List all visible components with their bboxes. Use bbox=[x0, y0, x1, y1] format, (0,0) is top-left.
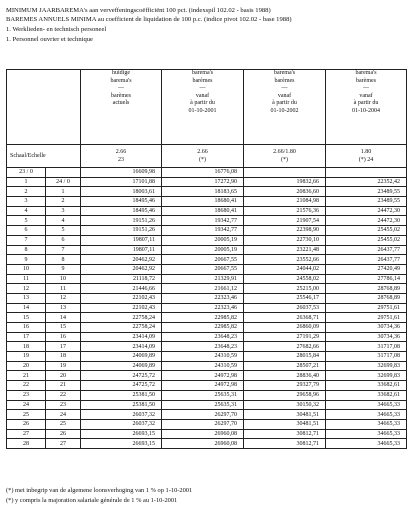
amount-2002: 29327,79 bbox=[244, 381, 326, 391]
step-b: 24 / 0 bbox=[46, 177, 81, 187]
amount-2001: 20005,19 bbox=[162, 245, 244, 255]
amount-2002: 29658,96 bbox=[244, 390, 326, 400]
amount-current: 22102,43 bbox=[81, 293, 162, 303]
step-b: 7 bbox=[46, 245, 81, 255]
step-a: 1 bbox=[7, 177, 46, 187]
step-b: 25 bbox=[46, 419, 81, 429]
table-row bbox=[7, 439, 407, 449]
amount-current: 26693,15 bbox=[81, 429, 162, 439]
amount-2004: 34665,33 bbox=[326, 439, 407, 449]
step-b: 5 bbox=[46, 226, 81, 236]
amount-2002: 26860,09 bbox=[244, 323, 326, 333]
step-b: 21 bbox=[46, 381, 81, 391]
scale-reference-row bbox=[7, 145, 407, 168]
amount-current: 26037,32 bbox=[81, 410, 162, 420]
table-row bbox=[7, 323, 407, 333]
amount-2001: 20005,19 bbox=[162, 235, 244, 245]
step-b: 19 bbox=[46, 361, 81, 371]
amount-2004: 30734,36 bbox=[326, 332, 407, 342]
amount-2004: 25455,02 bbox=[326, 235, 407, 245]
amount-current: 18495,46 bbox=[81, 197, 162, 207]
amount-current: 25381,50 bbox=[81, 400, 162, 410]
scale-value: (*) 24 bbox=[358, 157, 374, 163]
step-b: 17 bbox=[46, 342, 81, 352]
header-line: vanaf bbox=[277, 92, 292, 99]
step-b: 27 bbox=[46, 439, 81, 449]
amount-2001: 20667,55 bbox=[162, 264, 244, 274]
header-line: 01-10-2002 bbox=[270, 107, 299, 114]
step-a: 27 bbox=[7, 429, 46, 439]
scale-2004 bbox=[326, 145, 407, 168]
header-line: — bbox=[363, 85, 369, 92]
amount-2001: 26960,08 bbox=[162, 429, 244, 439]
header-line: — bbox=[118, 85, 124, 92]
step-a: 25 bbox=[7, 410, 46, 420]
table-row bbox=[7, 303, 407, 313]
amount-current: 25381,50 bbox=[81, 390, 162, 400]
amount-current: 24069,89 bbox=[81, 361, 162, 371]
header-line: barèmes bbox=[192, 77, 213, 84]
step-b: 1 bbox=[46, 187, 81, 197]
amount-2002: 30812,71 bbox=[244, 429, 326, 439]
amount-current: 19807,11 bbox=[81, 235, 162, 245]
amount-2002: 24558,02 bbox=[244, 274, 326, 284]
header-empty-cell bbox=[7, 70, 81, 145]
amount-2002: 30481,51 bbox=[244, 410, 326, 420]
section-fr: 1. Personnel ouvrier et technique bbox=[6, 36, 93, 43]
scale-2002 bbox=[244, 145, 326, 168]
amount-2001: 24972,98 bbox=[162, 381, 244, 391]
amount-2001: 19342,77 bbox=[162, 216, 244, 226]
table-row bbox=[7, 332, 407, 342]
table-row bbox=[7, 293, 407, 303]
amount-2004: 27420,49 bbox=[326, 264, 407, 274]
amount-current: 16609,98 bbox=[81, 168, 162, 178]
header-line: barèmes bbox=[274, 77, 295, 84]
step-a: 12 bbox=[7, 284, 46, 294]
amount-current: 26037,32 bbox=[81, 419, 162, 429]
amount-2001: 21661,12 bbox=[162, 284, 244, 294]
amount-2004: 34665,33 bbox=[326, 429, 407, 439]
step-b: 15 bbox=[46, 323, 81, 333]
amount-current: 24725,72 bbox=[81, 371, 162, 381]
step-a: 3 bbox=[7, 197, 46, 207]
amount-2001: 16776,08 bbox=[162, 168, 244, 178]
amount-2002: 25215,00 bbox=[244, 284, 326, 294]
amount-2004: 24472,30 bbox=[326, 206, 407, 216]
step-b: 9 bbox=[46, 264, 81, 274]
scale-label: Schaal/Echelle bbox=[7, 145, 81, 168]
amount-2001: 18183,65 bbox=[162, 187, 244, 197]
amount-current: 19151,26 bbox=[81, 226, 162, 236]
amount-2004: 34665,33 bbox=[326, 419, 407, 429]
amount-2002: 20836,60 bbox=[244, 187, 326, 197]
header-scales-2001 bbox=[162, 70, 244, 145]
amount-2002: 22398,90 bbox=[244, 226, 326, 236]
amount-2002: 23552,66 bbox=[244, 255, 326, 265]
salary-scale-table bbox=[6, 69, 407, 449]
table-row bbox=[7, 410, 407, 420]
step-a: 17 bbox=[7, 332, 46, 342]
table-row bbox=[7, 197, 407, 207]
amount-2004: 26437,77 bbox=[326, 255, 407, 265]
table-row bbox=[7, 168, 407, 178]
table-row bbox=[7, 187, 407, 197]
amount-2001: 19342,77 bbox=[162, 226, 244, 236]
amount-2001: 21329,91 bbox=[162, 274, 244, 284]
scale-2001 bbox=[162, 145, 244, 168]
amount-2002: 30150,32 bbox=[244, 400, 326, 410]
header-line: actuels bbox=[112, 100, 130, 107]
amount-2004: 32699,83 bbox=[326, 371, 407, 381]
table-row bbox=[7, 381, 407, 391]
step-b: 24 bbox=[46, 410, 81, 420]
step-a: 8 bbox=[7, 245, 46, 255]
step-a: 5 bbox=[7, 216, 46, 226]
scale-current bbox=[81, 145, 162, 168]
step-b: 20 bbox=[46, 371, 81, 381]
amount-2002: 28836,40 bbox=[244, 371, 326, 381]
header-line: 01-10-2001 bbox=[188, 107, 217, 114]
table-row bbox=[7, 226, 407, 236]
step-b: 4 bbox=[46, 216, 81, 226]
step-a: 23 / 0 bbox=[7, 168, 46, 178]
footnote-nl: (*) met inbegrip van de algemene loonsverhoging van 1 % op 1-10-2001 bbox=[6, 487, 193, 494]
amount-2001: 23648,23 bbox=[162, 332, 244, 342]
table-row bbox=[7, 352, 407, 362]
amount-2002: 19832,66 bbox=[244, 177, 326, 187]
step-a: 19 bbox=[7, 352, 46, 362]
step-b: 13 bbox=[46, 303, 81, 313]
footnote-fr: (*) y compris la majoration salariale générale de 1 % au 1-10-2001 bbox=[6, 497, 178, 504]
amount-2001: 22323,46 bbox=[162, 303, 244, 313]
step-a: 6 bbox=[7, 226, 46, 236]
step-a: 13 bbox=[7, 293, 46, 303]
header-line: barema's bbox=[273, 70, 296, 76]
step-b: 8 bbox=[46, 255, 81, 265]
amount-current: 18003,61 bbox=[81, 187, 162, 197]
amount-current: 20462,92 bbox=[81, 264, 162, 274]
amount-2004: 27786,14 bbox=[326, 274, 407, 284]
amount-2001: 24310,59 bbox=[162, 352, 244, 362]
table-row bbox=[7, 255, 407, 265]
table-row bbox=[7, 274, 407, 284]
scale-value: 2.66 bbox=[115, 149, 127, 155]
amount-2004: 31717,08 bbox=[326, 342, 407, 352]
title-fr: BAREMES ANNUELS MINIMA au coefficient de liquidation de 100 p.c. (indice pivot 102.02 - base 1988) bbox=[6, 16, 292, 23]
step-b: 6 bbox=[46, 235, 81, 245]
amount-2004: 34665,33 bbox=[326, 400, 407, 410]
amount-current: 21446,66 bbox=[81, 284, 162, 294]
step-b: 26 bbox=[46, 429, 81, 439]
amount-current: 21118,72 bbox=[81, 274, 162, 284]
amount-current: 23414,09 bbox=[81, 332, 162, 342]
table-row bbox=[7, 206, 407, 216]
amount-2001: 26960,08 bbox=[162, 439, 244, 449]
header-scales-2002 bbox=[244, 70, 326, 145]
amount-2001: 22323,46 bbox=[162, 293, 244, 303]
amount-2002: 26037,53 bbox=[244, 303, 326, 313]
amount-2004: 22352,42 bbox=[326, 177, 407, 187]
amount-2004: 24472,30 bbox=[326, 216, 407, 226]
amount-2002: 21907,54 bbox=[244, 216, 326, 226]
amount-current: 22102,43 bbox=[81, 303, 162, 313]
amount-2002: 26368,71 bbox=[244, 313, 326, 323]
amount-2002: 30812,71 bbox=[244, 439, 326, 449]
amount-2004: 23489,55 bbox=[326, 187, 407, 197]
header-line: huidige bbox=[112, 70, 130, 76]
amount-2001: 25635,31 bbox=[162, 390, 244, 400]
amount-2001: 18680,41 bbox=[162, 197, 244, 207]
amount-2002: 28015,84 bbox=[244, 352, 326, 362]
amount-current: 22758,24 bbox=[81, 313, 162, 323]
header-scales-2004 bbox=[326, 70, 407, 145]
table-row bbox=[7, 264, 407, 274]
step-a: 15 bbox=[7, 313, 46, 323]
amount-2001: 24972,98 bbox=[162, 371, 244, 381]
header-line: barema's bbox=[191, 70, 214, 76]
amount-current: 18495,46 bbox=[81, 206, 162, 216]
amount-2001: 18680,41 bbox=[162, 206, 244, 216]
amount-2004: 28768,89 bbox=[326, 293, 407, 303]
amount-current: 22758,24 bbox=[81, 323, 162, 333]
header-line: vanaf bbox=[359, 92, 373, 99]
step-a: 28 bbox=[7, 439, 46, 449]
amount-2001: 22985,82 bbox=[162, 313, 244, 323]
amount-2002: 30481,51 bbox=[244, 419, 326, 429]
amount-current: 19807,11 bbox=[81, 245, 162, 255]
step-a: 10 bbox=[7, 264, 46, 274]
table-body bbox=[7, 168, 407, 449]
step-a: 24 bbox=[7, 400, 46, 410]
title-nl: MINIMUM JAARBAREMA's aan verveffeningscoëfficiënt 100 pct. (indexspil 102.02 - basis 1988) bbox=[6, 7, 271, 14]
header-line: barema's bbox=[110, 77, 132, 84]
step-b bbox=[46, 168, 81, 178]
amount-2002: 27191,29 bbox=[244, 332, 326, 342]
table-row bbox=[7, 400, 407, 410]
header-current-scales bbox=[81, 70, 162, 145]
step-a: 22 bbox=[7, 381, 46, 391]
header-line: à partir du bbox=[353, 100, 379, 107]
footnotes bbox=[6, 486, 192, 506]
amount-2002: 21084,98 bbox=[244, 197, 326, 207]
scale-value: (*) bbox=[199, 157, 206, 163]
amount-2004: 26437,77 bbox=[326, 245, 407, 255]
table-row bbox=[7, 216, 407, 226]
table-row bbox=[7, 390, 407, 400]
step-b: 3 bbox=[46, 206, 81, 216]
step-b: 2 bbox=[46, 197, 81, 207]
header-line: à partir du bbox=[272, 100, 297, 107]
table-header-row bbox=[7, 70, 407, 145]
amount-current: 24725,72 bbox=[81, 381, 162, 391]
scale-value: 1.80 bbox=[360, 149, 372, 155]
table-row bbox=[7, 245, 407, 255]
amount-2004: 32699,83 bbox=[326, 361, 407, 371]
step-b: 18 bbox=[46, 352, 81, 362]
amount-2004: 33682,61 bbox=[326, 390, 407, 400]
step-b: 10 bbox=[46, 274, 81, 284]
table-row bbox=[7, 429, 407, 439]
amount-2002: 22730,10 bbox=[244, 235, 326, 245]
step-b: 22 bbox=[46, 390, 81, 400]
table-row bbox=[7, 284, 407, 294]
amount-current: 20462,92 bbox=[81, 255, 162, 265]
step-a: 2 bbox=[7, 187, 46, 197]
scale-value: 2.66 bbox=[197, 149, 208, 155]
step-a: 9 bbox=[7, 255, 46, 265]
section-nl: 1. Werklieden- en technisch personeel bbox=[6, 26, 107, 33]
amount-current: 26693,15 bbox=[81, 439, 162, 449]
table-row bbox=[7, 342, 407, 352]
table-row bbox=[7, 235, 407, 245]
amount-2001: 20667,55 bbox=[162, 255, 244, 265]
amount-2004: 29751,61 bbox=[326, 303, 407, 313]
table-row bbox=[7, 361, 407, 371]
amount-current: 24069,89 bbox=[81, 352, 162, 362]
amount-2004: 31717,08 bbox=[326, 352, 407, 362]
amount-2004: 29751,61 bbox=[326, 313, 407, 323]
step-a: 20 bbox=[7, 361, 46, 371]
header-line: — bbox=[281, 85, 288, 92]
amount-2004: 30734,36 bbox=[326, 323, 407, 333]
amount-2004: 28768,89 bbox=[326, 284, 407, 294]
step-a: 21 bbox=[7, 371, 46, 381]
amount-2004: 33682,61 bbox=[326, 381, 407, 391]
step-a: 23 bbox=[7, 390, 46, 400]
amount-2004: 23489,55 bbox=[326, 197, 407, 207]
amount-2001: 23648,23 bbox=[162, 342, 244, 352]
step-a: 18 bbox=[7, 342, 46, 352]
header-line: barèmes bbox=[356, 77, 376, 84]
step-a: 4 bbox=[7, 206, 46, 216]
amount-2002: 27682,66 bbox=[244, 342, 326, 352]
amount-2002 bbox=[244, 168, 326, 178]
step-a: 26 bbox=[7, 419, 46, 429]
step-b: 23 bbox=[46, 400, 81, 410]
amount-2002: 21576,36 bbox=[244, 206, 326, 216]
amount-2004 bbox=[326, 168, 407, 178]
amount-2002: 25546,17 bbox=[244, 293, 326, 303]
table-row bbox=[7, 177, 407, 187]
table-row bbox=[7, 419, 407, 429]
amount-2004: 25455,02 bbox=[326, 226, 407, 236]
amount-2001: 22985,82 bbox=[162, 323, 244, 333]
amount-current: 23414,09 bbox=[81, 342, 162, 352]
step-b: 11 bbox=[46, 284, 81, 294]
amount-2004: 34665,33 bbox=[326, 410, 407, 420]
header-line: 01-10-2004 bbox=[352, 107, 380, 114]
header-line: barèmes bbox=[111, 92, 131, 99]
step-a: 7 bbox=[7, 235, 46, 245]
scale-value: 2.66/1.80 bbox=[273, 149, 296, 155]
amount-current: 19151,26 bbox=[81, 216, 162, 226]
step-a: 14 bbox=[7, 303, 46, 313]
header-line: — bbox=[199, 85, 206, 92]
step-b: 14 bbox=[46, 313, 81, 323]
header-line: vanaf bbox=[195, 92, 210, 99]
scale-value: 23 bbox=[118, 157, 124, 163]
header-line: barema's bbox=[355, 70, 377, 76]
amount-2002: 28507,21 bbox=[244, 361, 326, 371]
amount-2001: 26297,70 bbox=[162, 419, 244, 429]
step-b: 16 bbox=[46, 332, 81, 342]
amount-2002: 23221,48 bbox=[244, 245, 326, 255]
amount-2001: 24310,59 bbox=[162, 361, 244, 371]
amount-current: 17101,88 bbox=[81, 177, 162, 187]
table-row bbox=[7, 313, 407, 323]
amount-2002: 24044,02 bbox=[244, 264, 326, 274]
scale-value: (*) bbox=[281, 157, 288, 163]
header-line: à partir du bbox=[190, 100, 215, 107]
step-a: 11 bbox=[7, 274, 46, 284]
amount-2001: 26297,70 bbox=[162, 410, 244, 420]
step-a: 16 bbox=[7, 323, 46, 333]
table-row bbox=[7, 371, 407, 381]
amount-2001: 17272,90 bbox=[162, 177, 244, 187]
step-b: 12 bbox=[46, 293, 81, 303]
amount-2001: 25635,31 bbox=[162, 400, 244, 410]
